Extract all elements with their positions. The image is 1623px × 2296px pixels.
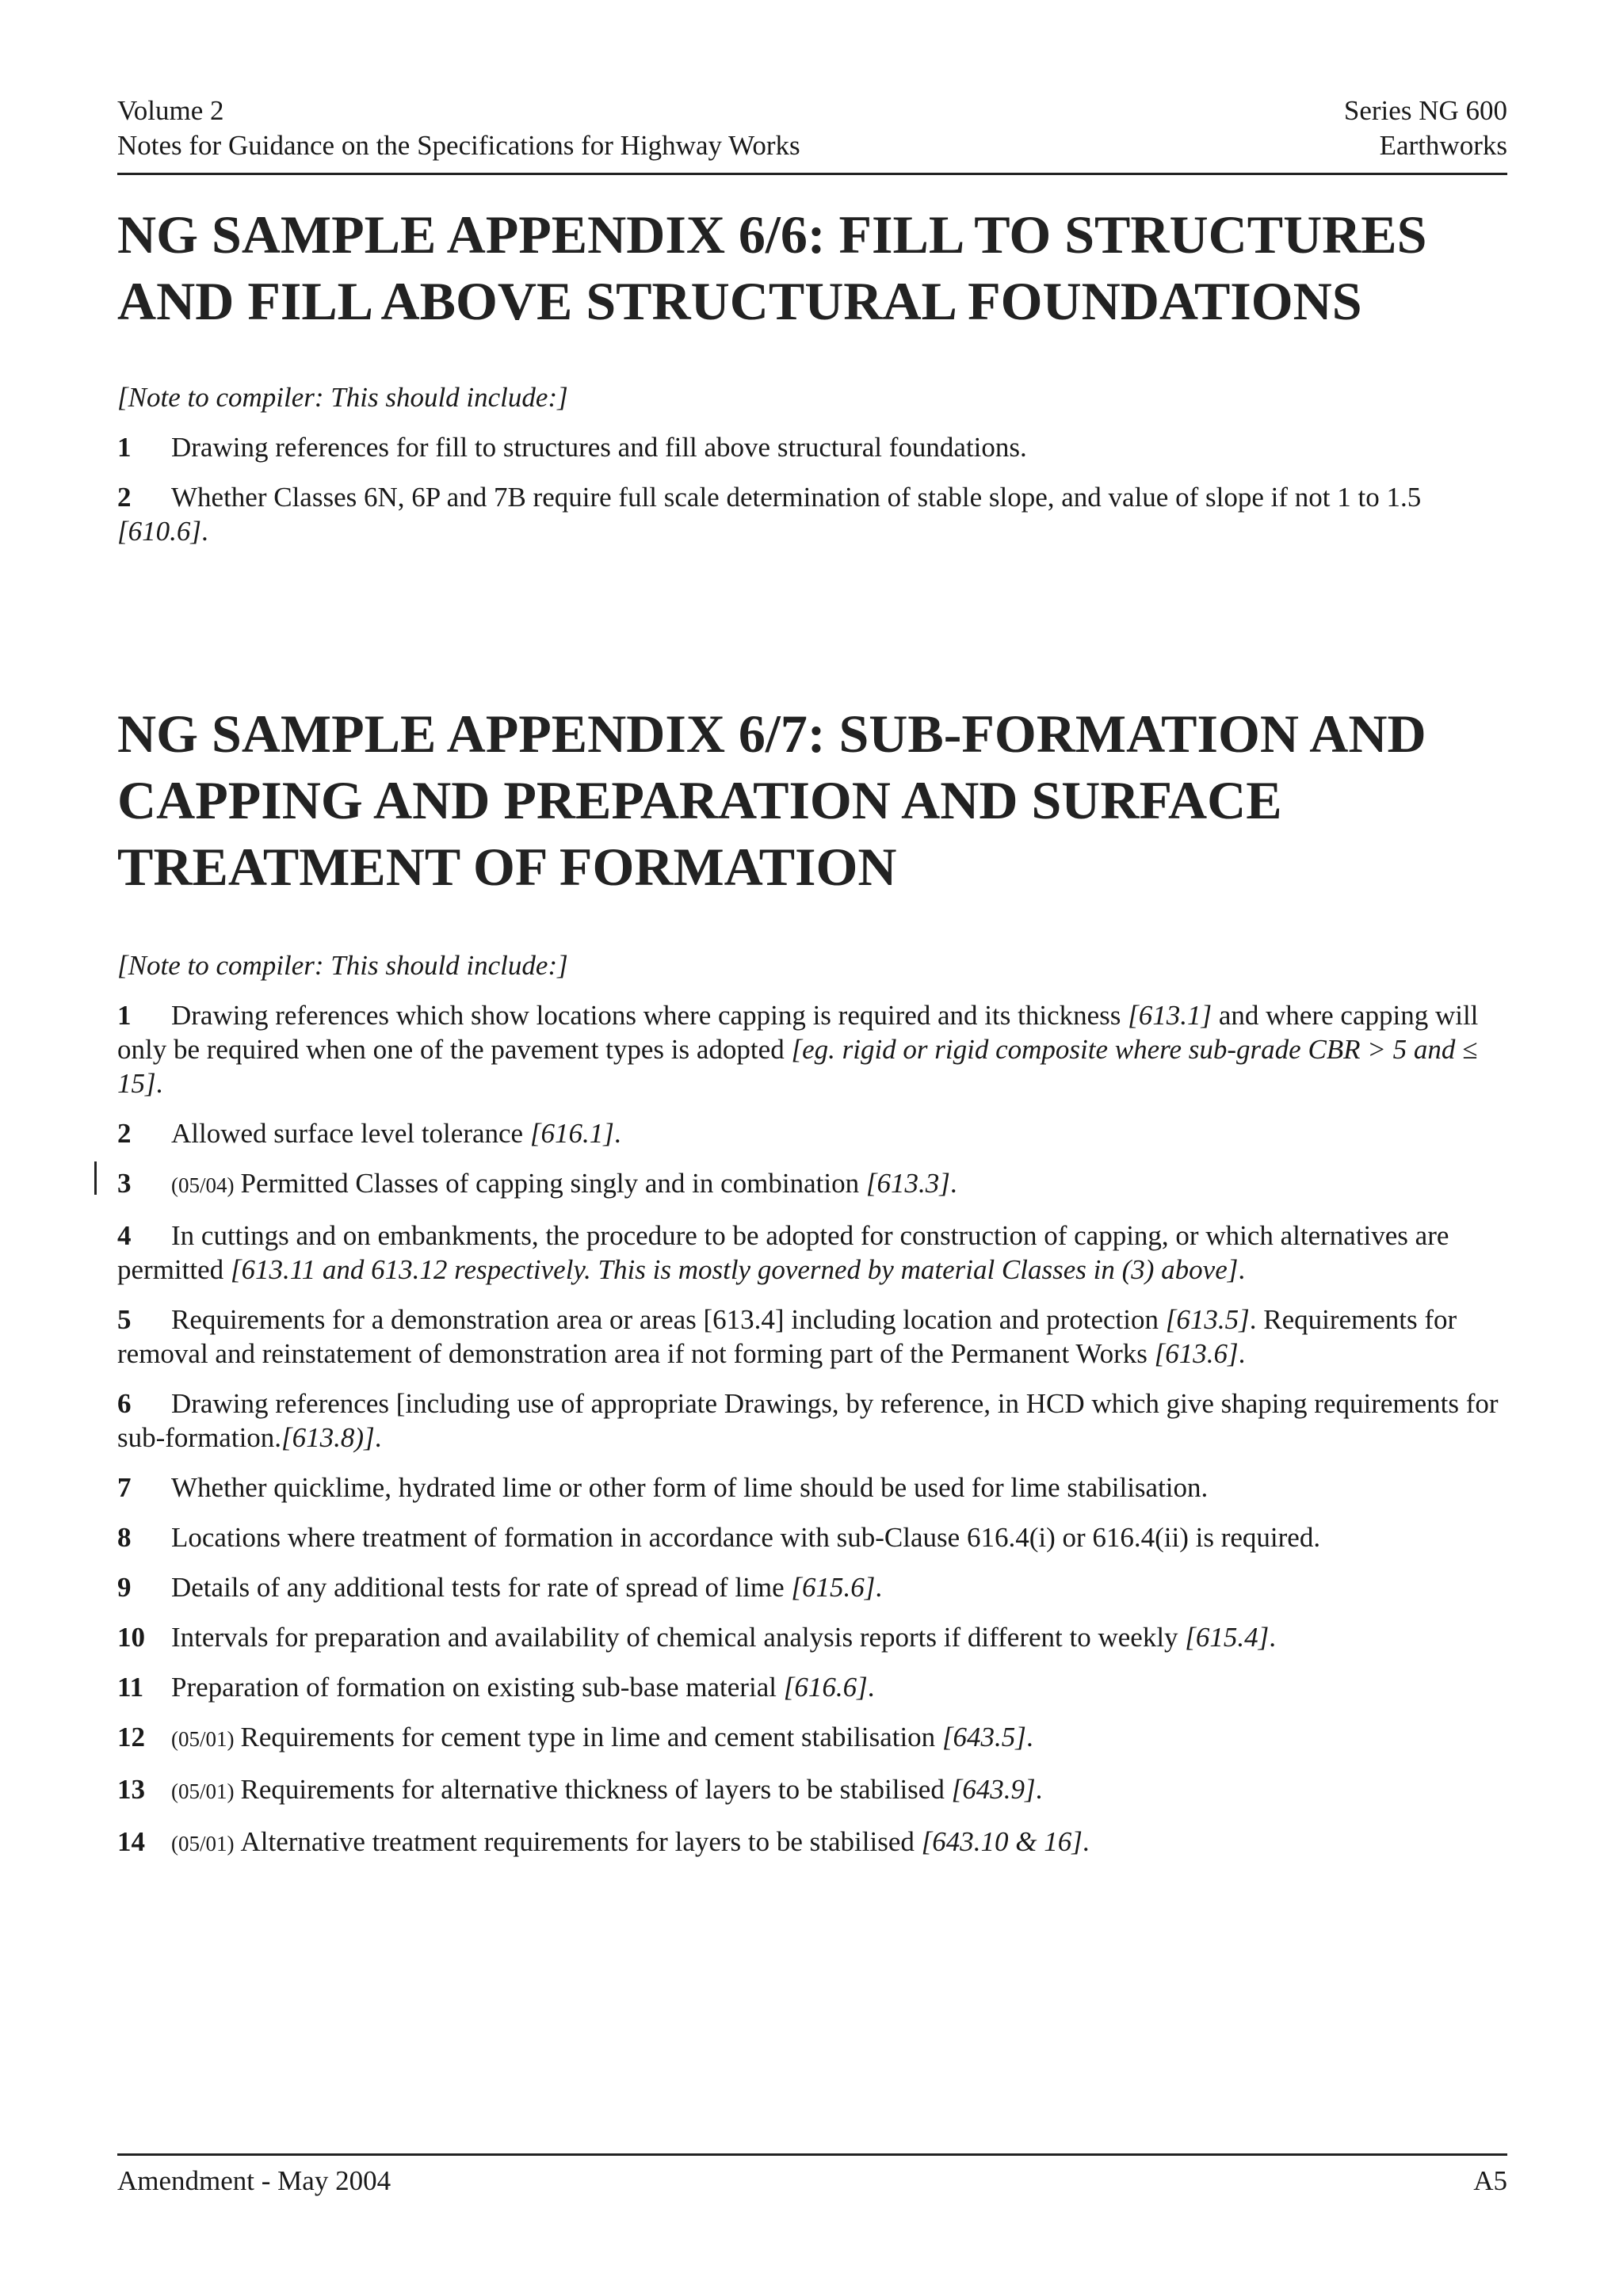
item-tail: . [374,1422,382,1453]
item-number: 1 [117,1000,132,1031]
item-text: Intervals for preparation and availability of chemical analysis reports if different to weekly [171,1622,1186,1653]
item-text: Requirements for cement type in lime and cement stabilisation [240,1722,942,1753]
list-item [117,1825,1512,1861]
item-text: and where capping will only be required when one of the pavement types is adopted [117,1000,1479,1065]
item-number: 4 [117,1220,132,1251]
amendment-date: (05/04) [171,1173,235,1197]
item-number: 9 [117,1572,132,1603]
item-tail: . [1238,1254,1246,1285]
item-number: 13 [117,1774,145,1805]
item-text: Locations where treatment of formation in accordance with sub-Clause 616.4(i) or 616.4(ii) is required. [171,1522,1321,1553]
item-text: In cuttings and on embankments, the procedure to be adopted for construction of capping, or which alternatives are permitted [117,1220,1449,1285]
item-tail: . [155,1068,163,1099]
item-number: 2 [117,1118,132,1149]
item-text: Drawing references [including use of appropriate Drawings, by reference, in HCD which give shaping requirements for sub-formation. [117,1388,1499,1453]
clause-reference: [610.6] [117,516,201,547]
amendment-label: Amendment - May 2004 [117,2165,391,2196]
clause-reference: [643.10 & 16] [921,1826,1083,1857]
list-item [117,1386,1512,1455]
item-tail: . [1035,1774,1043,1805]
page-footer [117,2153,1507,2203]
item-number: 3 [117,1168,132,1199]
item-tail: . [1025,1722,1033,1753]
list-item [117,1570,1512,1604]
item-tail: . [1238,1338,1246,1369]
amendment-date: (05/01) [171,1779,235,1803]
page-header [117,93,1507,175]
list-item [117,1166,1512,1203]
list-item [117,1219,1512,1287]
item-number: 6 [117,1388,132,1419]
item-number: 2 [117,482,132,513]
clause-reference: [613.1] [1128,1000,1212,1031]
compiler-note: [Note to compiler: This should include:] [117,950,568,981]
item-tail: . [1269,1622,1277,1653]
list-item [117,1302,1512,1371]
item-number: 5 [117,1304,132,1335]
item-number: 11 [117,1672,144,1703]
item-tail: . [875,1572,883,1603]
item-number: 1 [117,432,132,463]
clause-reference: [613.6] [1154,1338,1239,1369]
clause-reference: [613.8)] [281,1422,375,1453]
list-item [117,998,1512,1100]
item-text: Requirements for a demonstration area or areas [613.4] including location and protection [171,1304,1166,1335]
list-item [117,1720,1512,1756]
appendix-6-6-title: NG SAMPLE APPENDIX 6/6: FILL TO STRUCTURES AND FILL ABOVE STRUCTURAL FOUNDATIONS [117,204,1427,331]
item-text: Preparation of formation on existing sub-base material [171,1672,784,1703]
subject-label: Earthworks [1379,130,1507,161]
clause-reference: [613.5] [1165,1304,1250,1335]
list-item [117,1116,1512,1150]
item-text: Permitted Classes of capping singly and in combination [240,1168,866,1199]
clause-reference: [643.9] [951,1774,1036,1805]
header-right [1344,93,1507,163]
item-number: 14 [117,1826,145,1857]
item-text: Details of any additional tests for rate of spread of lime [171,1572,792,1603]
item-text: Drawing references which show locations where capping is required and its thickness [171,1000,1128,1031]
list-item [117,1670,1512,1704]
item-text: Allowed surface level tolerance [171,1118,530,1149]
list-item [117,1470,1512,1505]
clause-reference: [616.6] [783,1672,868,1703]
appendix-6-6-body [117,380,1512,548]
appendix-6-7-body [117,948,1512,1861]
amendment-date: (05/01) [171,1832,235,1855]
item-tail: . [949,1168,957,1199]
item-number: 8 [117,1522,132,1553]
item-tail: . [201,516,208,547]
clause-reference: [613.3] [865,1168,950,1199]
clause-reference: [613.11 and 613.12 respectively. This is mostly governed by material Classes in (3) above] [230,1254,1239,1285]
clause-reference: [615.6] [791,1572,876,1603]
appendix-6-7-title: NG SAMPLE APPENDIX 6/7: SUB-FORMATION AND CAPPING AND PREPARATION AND SURFACE TREATMENT OF FORMATION [117,704,1426,897]
amendment-date: (05/01) [171,1727,235,1751]
list-item [117,1620,1512,1654]
change-bar [94,1161,97,1195]
clause-reference: [616.1] [529,1118,614,1149]
item-number: 12 [117,1722,145,1753]
list-item [117,480,1512,548]
document-title: Notes for Guidance on the Specifications for Highway Works [117,130,800,161]
page-number: A5 [1473,2165,1507,2196]
item-number: 10 [117,1622,145,1653]
clause-reference: [eg. rigid or rigid composite where sub-grade CBR > 5 and ≤ 15] [117,1034,1478,1099]
list-item [117,1772,1512,1809]
series-label: Series NG 600 [1343,95,1507,126]
item-tail: . [867,1672,875,1703]
clause-reference: [643.5] [941,1722,1026,1753]
item-text: . Requirements for removal and reinstatement of demonstration area if not forming part of the Permanent Works [117,1304,1457,1369]
item-text: Drawing references for fill to structures and fill above structural foundations. [171,432,1027,463]
compiler-note: [Note to compiler: This should include:] [117,382,568,413]
list-item [117,430,1512,464]
item-text: Whether quicklime, hydrated lime or other form of lime should be used for lime stabilisation. [171,1472,1209,1503]
item-tail: . [613,1118,621,1149]
item-text: Alternative treatment requirements for layers to be stabilised [240,1826,922,1857]
header-left [117,93,800,163]
volume-label: Volume 2 [117,95,224,126]
item-text: Whether Classes 6N, 6P and 7B require full scale determination of stable slope, and value of slope if not 1 to 1.5 [171,482,1422,513]
item-number: 7 [117,1472,132,1503]
list-item [117,1520,1512,1554]
item-tail: . [1082,1826,1090,1857]
item-text: Requirements for alternative thickness of layers to be stabilised [240,1774,952,1805]
clause-reference: [615.4] [1185,1622,1270,1653]
